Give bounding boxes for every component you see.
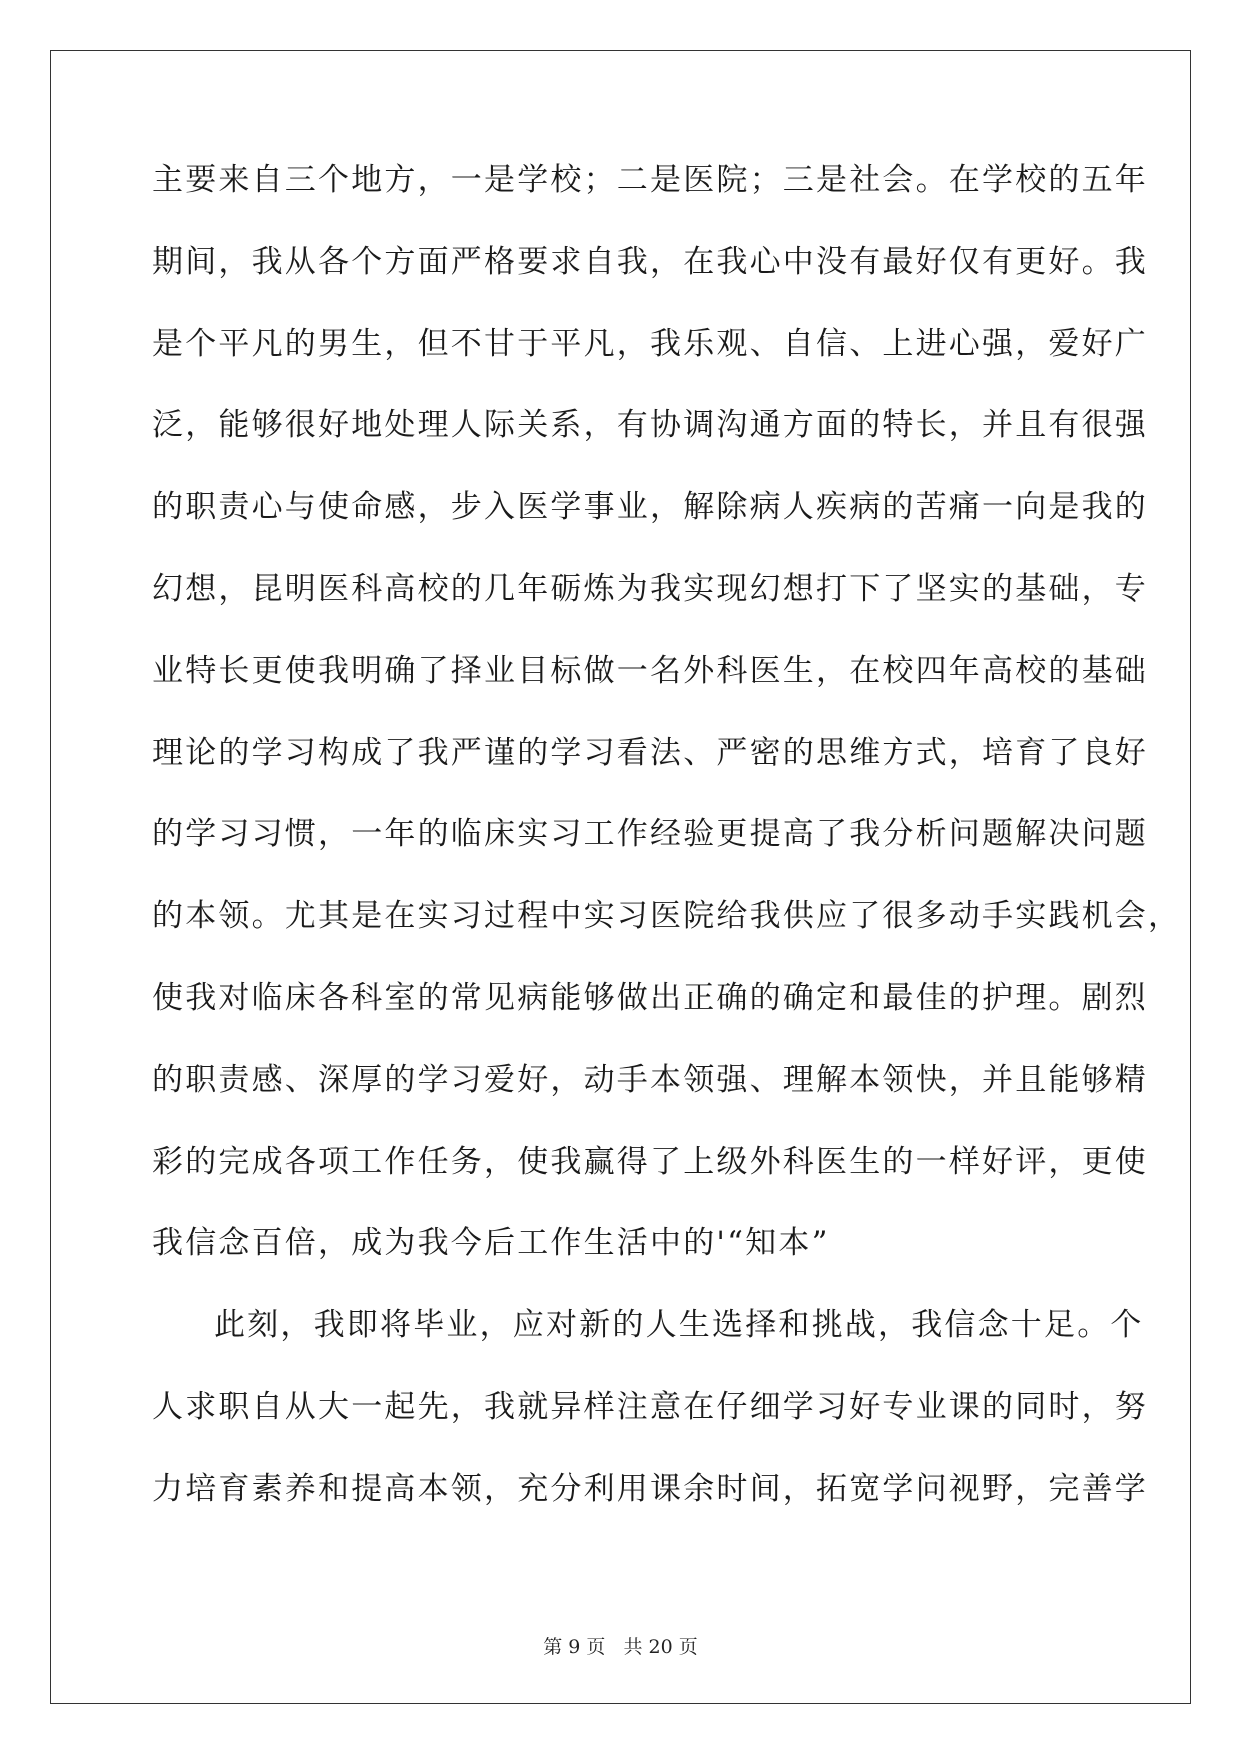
- text-line: 主要来自三个地方，一是学校；二是医院；三是社会。在学校的五年: [152, 162, 1148, 198]
- page-footer: [0, 1632, 1241, 1659]
- text-line: 业特长更使我明确了择业目标做一名外科医生，在校四年高校的基础: [152, 652, 1148, 689]
- text-line: 理论的学习构成了我严谨的学习看法、严密的思维方式，培育了良好: [152, 734, 1148, 771]
- text-line: 彩的完成各项工作任务，使我赢得了上级外科医生的一样好评，更使: [152, 1143, 1148, 1180]
- text-line: 是个平凡的男生，但不甘于平凡，我乐观、自信、上进心强，爱好广: [152, 325, 1148, 362]
- text-line: 使我对临床各科室的常见病能够做出正确的确定和最佳的护理。剧烈: [152, 979, 1148, 1016]
- text-line: 我信念百倍，成为我今后工作生活中的'“知本”: [152, 1225, 830, 1262]
- text-line: 的学习习惯，一年的临床实习工作经验更提高了我分析问题解决问题: [152, 816, 1148, 853]
- page-number: 第 9 页: [543, 1636, 606, 1658]
- text-line: 力培育素养和提高本领，充分利用课余时间，拓宽学问视野，完善学: [152, 1470, 1148, 1507]
- text-line: 幻想，昆明医科高校的几年砺炼为我实现幻想打下了坚实的基础，专: [152, 570, 1148, 607]
- text-line: 人求职自从大一起先，我就异样注意在仔细学习好专业课的同时，努: [152, 1388, 1148, 1425]
- text-line: 的职责感、深厚的学习爱好，动手本领强、理解本领快，并且能够精: [152, 1061, 1148, 1098]
- text-line: 期间，我从各个方面严格要求自我，在我心中没有最好仅有更好。我: [152, 243, 1148, 280]
- document-body: [152, 158, 1182, 1549]
- paragraph-start-line: 此刻，我即将毕业，应对新的人生选择和挑战，我信念十足。个: [214, 1307, 1144, 1344]
- page-total: 共 20 页: [623, 1636, 698, 1658]
- text-line: 的职责心与使命感，步入医学事业，解除病人疾病的苦痛一向是我的: [152, 489, 1148, 526]
- text-line: 的本领。尤其是在实习过程中实习医院给我供应了很多动手实践机会，: [152, 898, 1182, 935]
- text-line: 泛，能够很好地处理人际关系，有协调沟通方面的特长，并且有很强: [152, 407, 1148, 444]
